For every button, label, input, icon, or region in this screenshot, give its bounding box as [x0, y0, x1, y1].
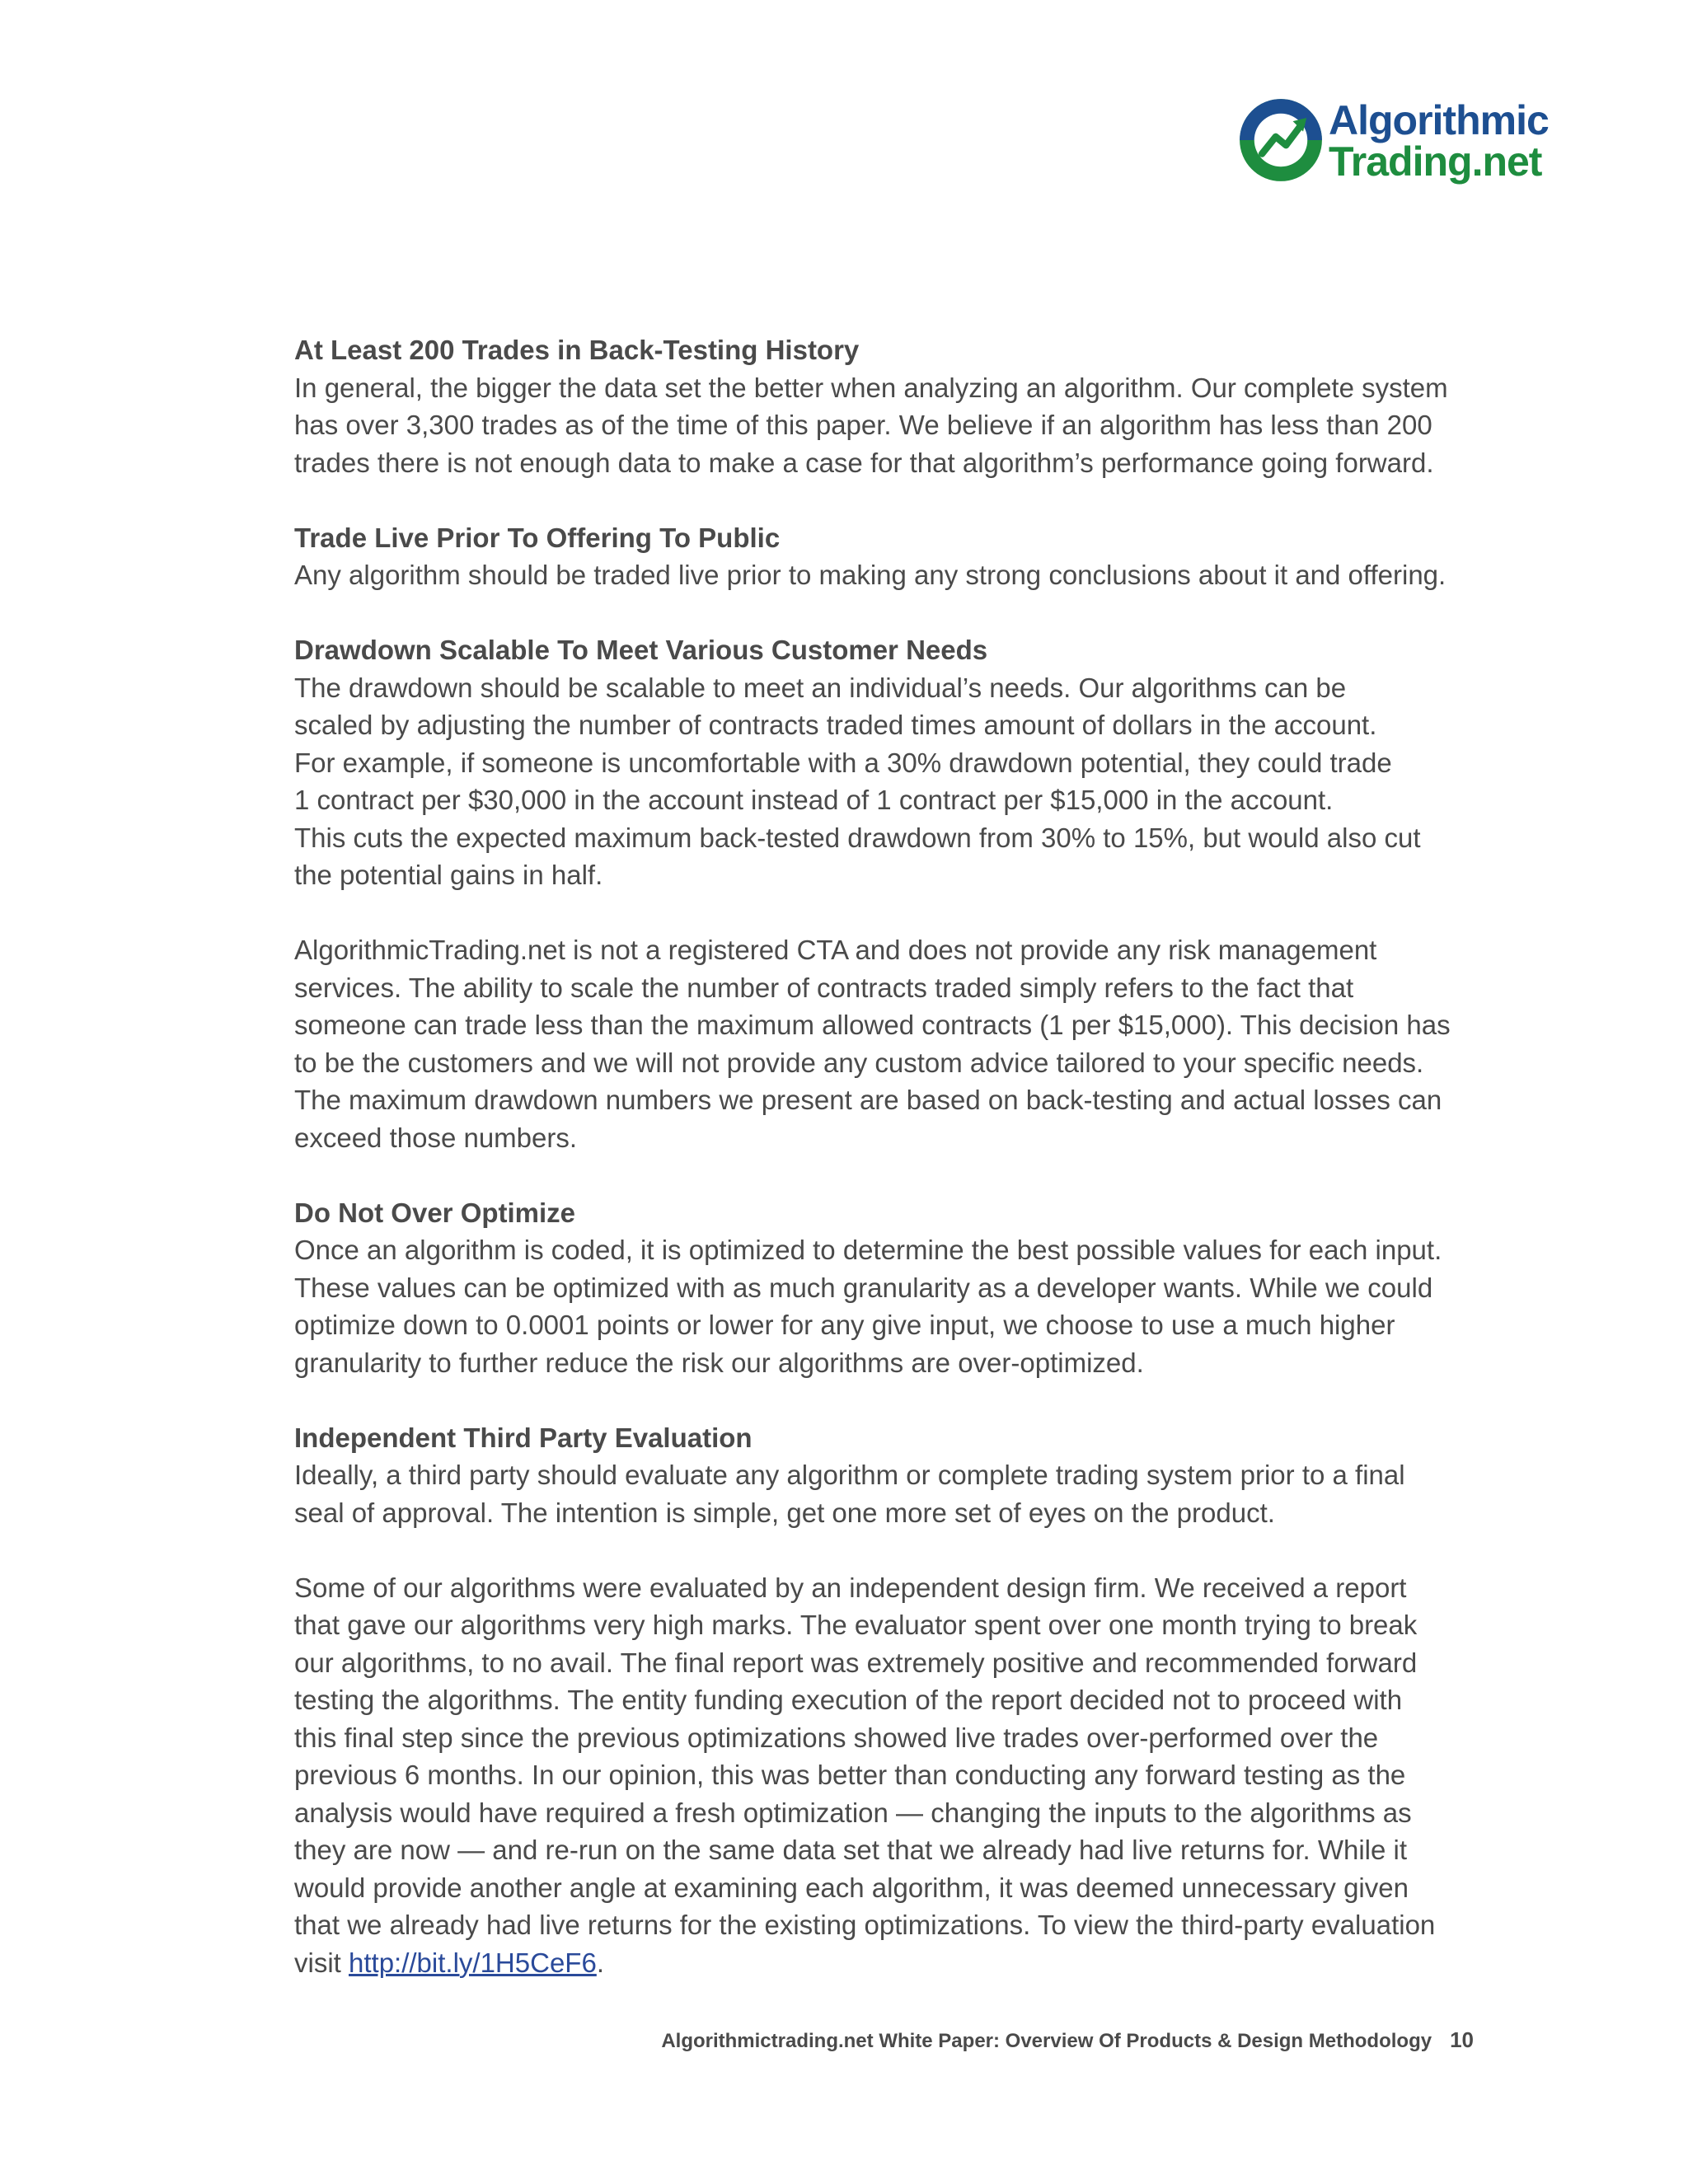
paragraph — [294, 369, 1481, 482]
paragraph — [294, 931, 1481, 1156]
text-line: exceed those numbers. — [294, 1122, 578, 1153]
page-number: 10 — [1450, 2027, 1474, 2052]
text-line: has over 3,300 trades as of the time of this paper. We believe if an algorithm has less than 200 — [294, 410, 1432, 440]
paragraph — [294, 1456, 1481, 1531]
text-line: our algorithms, to no avail. The final report was extremely positive and recommended forward — [294, 1647, 1418, 1678]
section-back-testing — [294, 331, 1481, 481]
logo-mark-icon — [1238, 97, 1324, 183]
evaluation-link[interactable]: http://bit.ly/1H5CeF6 — [349, 1947, 597, 1978]
text-line: In general, the bigger the data set the better when analyzing an algorithm. Our complete system — [294, 372, 1448, 403]
text-line: analysis would have required a fresh optimization — changing the inputs to the algorithms as — [294, 1797, 1412, 1828]
final-line-prefix: visit — [294, 1947, 349, 1978]
text-line: granularity to further reduce the risk our algorithms are over-optimized. — [294, 1347, 1144, 1378]
text-line: seal of approval. The intention is simple, get one more set of eyes on the product. — [294, 1497, 1275, 1528]
final-text-line — [294, 1944, 1481, 1982]
logo-text-line2: Trading.net — [1329, 138, 1542, 185]
text-line: scaled by adjusting the number of contracts traded times amount of dollars in the account. — [294, 710, 1377, 740]
text-line: AlgorithmicTrading.net is not a registered CTA and does not provide any risk management — [294, 935, 1377, 965]
text-line: Ideally, a third party should evaluate any algorithm or complete trading system prior to a final — [294, 1460, 1405, 1490]
section-heading: Drawdown Scalable To Meet Various Customer Needs — [294, 635, 988, 665]
text-line: testing the algorithms. The entity funding execution of the report decided not to proceed with — [294, 1685, 1403, 1715]
text-line: These values can be optimized with as much granularity as a developer wants. While we could — [294, 1272, 1433, 1303]
paragraph — [294, 669, 1481, 894]
text-line: someone can trade less than the maximum allowed contracts (1 per $15,000). This decision has — [294, 1010, 1451, 1040]
text-line: The maximum drawdown numbers we present are based on back-testing and actual losses can — [294, 1085, 1442, 1115]
footer-title: Algorithmictrading.net White Paper: Overview Of Products & Design Methodology — [661, 2030, 1432, 2052]
text-line: trades there is not enough data to make a case for that algorithm’s performance going forward. — [294, 447, 1434, 478]
text-line: Some of our algorithms were evaluated by an independent design firm. We received a report — [294, 1572, 1407, 1603]
text-line: the potential gains in half. — [294, 860, 603, 890]
text-line: previous 6 months. In our opinion, this was better than conducting any forward testing as the — [294, 1760, 1406, 1790]
paragraph — [294, 1231, 1481, 1381]
brand-logo — [1238, 97, 1584, 186]
text-line: 1 contract per $30,000 in the account instead of 1 contract per $15,000 in the account. — [294, 785, 1334, 815]
document-body — [294, 331, 1481, 1981]
text-line: that we already had live returns for the existing optimizations. To view the third-party evaluation — [294, 1910, 1436, 1940]
text-line: Any algorithm should be traded live prior to making any strong conclusions about it and offering. — [294, 560, 1447, 590]
page-footer — [661, 2027, 1474, 2053]
final-line-suffix: . — [596, 1947, 604, 1978]
paragraph — [294, 1569, 1481, 1982]
text-line: For example, if someone is uncomfortable with a 30% drawdown potential, they could trade — [294, 747, 1392, 778]
section-heading: Do Not Over Optimize — [294, 1197, 576, 1228]
section-trade-live — [294, 519, 1481, 594]
section-over-optimize — [294, 1194, 1481, 1382]
section-heading: At Least 200 Trades in Back-Testing History — [294, 335, 860, 365]
text-line: The drawdown should be scalable to meet an individual’s needs. Our algorithms can be — [294, 672, 1347, 703]
text-line: that gave our algorithms very high marks. The evaluator spent over one month trying to break — [294, 1610, 1418, 1640]
logo-text-line1: Algorithmic — [1329, 97, 1549, 143]
section-heading: Independent Third Party Evaluation — [294, 1422, 753, 1453]
text-line: this final step since the previous optimizations showed live trades over-performed over the — [294, 1722, 1379, 1753]
section-third-party — [294, 1419, 1481, 1982]
section-drawdown — [294, 631, 1481, 1156]
text-line: This cuts the expected maximum back-tested drawdown from 30% to 15%, but would also cut — [294, 822, 1421, 853]
paragraph — [294, 556, 1481, 594]
text-line: would provide another angle at examining each algorithm, it was deemed unnecessary given — [294, 1872, 1409, 1903]
text-line: Once an algorithm is coded, it is optimized to determine the best possible values for each input. — [294, 1235, 1442, 1265]
section-heading: Trade Live Prior To Offering To Public — [294, 522, 781, 553]
text-line: they are now — and re-run on the same data set that we already had live returns for. While it — [294, 1835, 1408, 1865]
text-line: services. The ability to scale the number of contracts traded simply refers to the fact that — [294, 972, 1354, 1003]
text-line: to be the customers and we will not provide any custom advice tailored to your specific needs. — [294, 1047, 1424, 1078]
text-line: optimize down to 0.0001 points or lower for any give input, we choose to use a much higher — [294, 1310, 1395, 1340]
